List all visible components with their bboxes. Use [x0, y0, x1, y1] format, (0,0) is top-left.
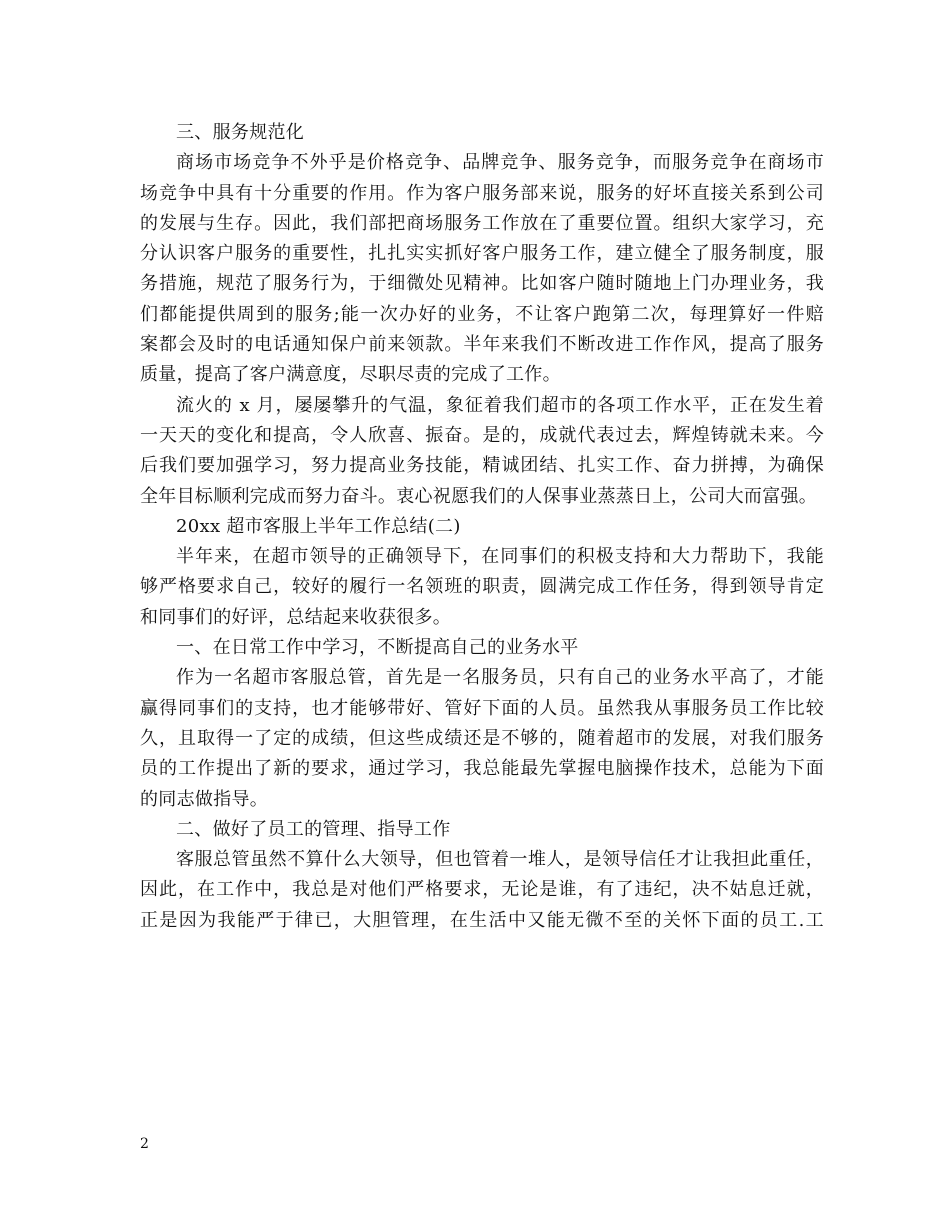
- text-line: 商场市场竞争不外乎是价格竞争、品牌竞争、服务竞争，而服务竞争在商场市: [176, 152, 824, 174]
- paragraph-h1: [140, 633, 824, 663]
- page-number: 2: [140, 1136, 149, 1152]
- text-line: 的发展与生存。因此，我们部把商场服务工作放在了重要位置。组织大家学习，充: [140, 212, 824, 234]
- text-line: 务措施，规范了服务行为，于细微处见精神。比如客户随时随地上门办理业务，我: [140, 273, 824, 295]
- text-line: 员的工作提出了新的要求，通过学习，我总能最先掌握电脑操作技术，总能为下面: [140, 758, 824, 780]
- text-line: 分认识客户服务的重要性，扎扎实实抓好客户服务工作，建立健全了服务制度，服: [140, 243, 824, 265]
- text-line: 赢得同事们的支持，也才能够带好、管好下面的人员。虽然我从事服务员工作比较: [140, 697, 824, 719]
- text-line: 久，且取得一了定的成绩，但这些成绩还是不够的，随着超市的发展，对我们服务: [140, 727, 824, 749]
- text-line: 全年目标顺利完成而努力奋斗。衷心祝愿我们的人保事业蒸蒸日上，公司大而富强。: [140, 485, 818, 507]
- paragraph-p5: [140, 845, 824, 936]
- text-line: 后我们要加强学习，努力提高业务技能，精诚团结、扎实工作、奋力拼搏，为确保: [140, 455, 824, 477]
- text-line: 案都会及时的电话通知保户前来领款。半年来我们不断改进工作作风，提高了服务: [140, 334, 824, 356]
- text-line: 一、在日常工作中学习，不断提高自己的业务水平: [176, 637, 579, 659]
- text-line: 够严格要求自己，较好的履行一名领班的职责，圆满完成工作任务，得到领导肯定: [140, 576, 824, 598]
- text-line: 场竞争中具有十分重要的作用。作为客户服务部来说，服务的好坏直接关系到公司: [140, 182, 824, 204]
- paragraph-h3: [140, 118, 824, 148]
- paragraph-p4: [140, 663, 824, 814]
- text-line: 流火的 x 月，屡屡攀升的气温，象征着我们超市的各项工作水平，正在发生着: [176, 394, 824, 416]
- text-line: 20xx 超市客服上半年工作总结(二): [176, 515, 461, 537]
- text-line: 三、服务规范化: [176, 122, 305, 143]
- text-line: 客服总管虽然不算什么大领导，但也管着一堆人，是领导信任才让我担此重任，: [176, 849, 824, 871]
- text-line: 半年来，在超市领导的正确领导下，在同事们的积极支持和大力帮助下，我能: [176, 546, 824, 568]
- text-line: 正是因为我能严于律已，大胆管理，在生活中又能无微不至的关怀下面的员工.工: [140, 909, 824, 931]
- paragraph-p2: [140, 391, 824, 512]
- text-line: 的同志做指导。: [140, 788, 269, 810]
- text-line: 质量，提高了客户满意度，尽职尽责的完成了工作。: [140, 364, 561, 386]
- text-line: 作为一名超市客服总管，首先是一名服务员，只有自己的业务水平高了，才能: [176, 667, 824, 689]
- document-body: [140, 118, 824, 936]
- paragraph-p3: [140, 542, 824, 633]
- text-line: 们都能提供周到的服务;能一次办好的业务，不让客户跑第二次，每理算好一件赔: [140, 303, 824, 325]
- paragraph-h2: [140, 815, 824, 845]
- text-line: 二、做好了员工的管理、指导工作: [176, 818, 451, 840]
- paragraph-title2: [140, 512, 824, 542]
- paragraph-p1: [140, 148, 824, 390]
- text-line: 因此，在工作中，我总是对他们严格要求，无论是谁，有了违纪，决不姑息迁就，: [140, 879, 824, 901]
- text-line: 和同事们的好评，总结起来收获很多。: [140, 606, 452, 628]
- text-line: 一天天的变化和提高，令人欣喜、振奋。是的，成就代表过去，辉煌铸就未来。今: [140, 424, 824, 446]
